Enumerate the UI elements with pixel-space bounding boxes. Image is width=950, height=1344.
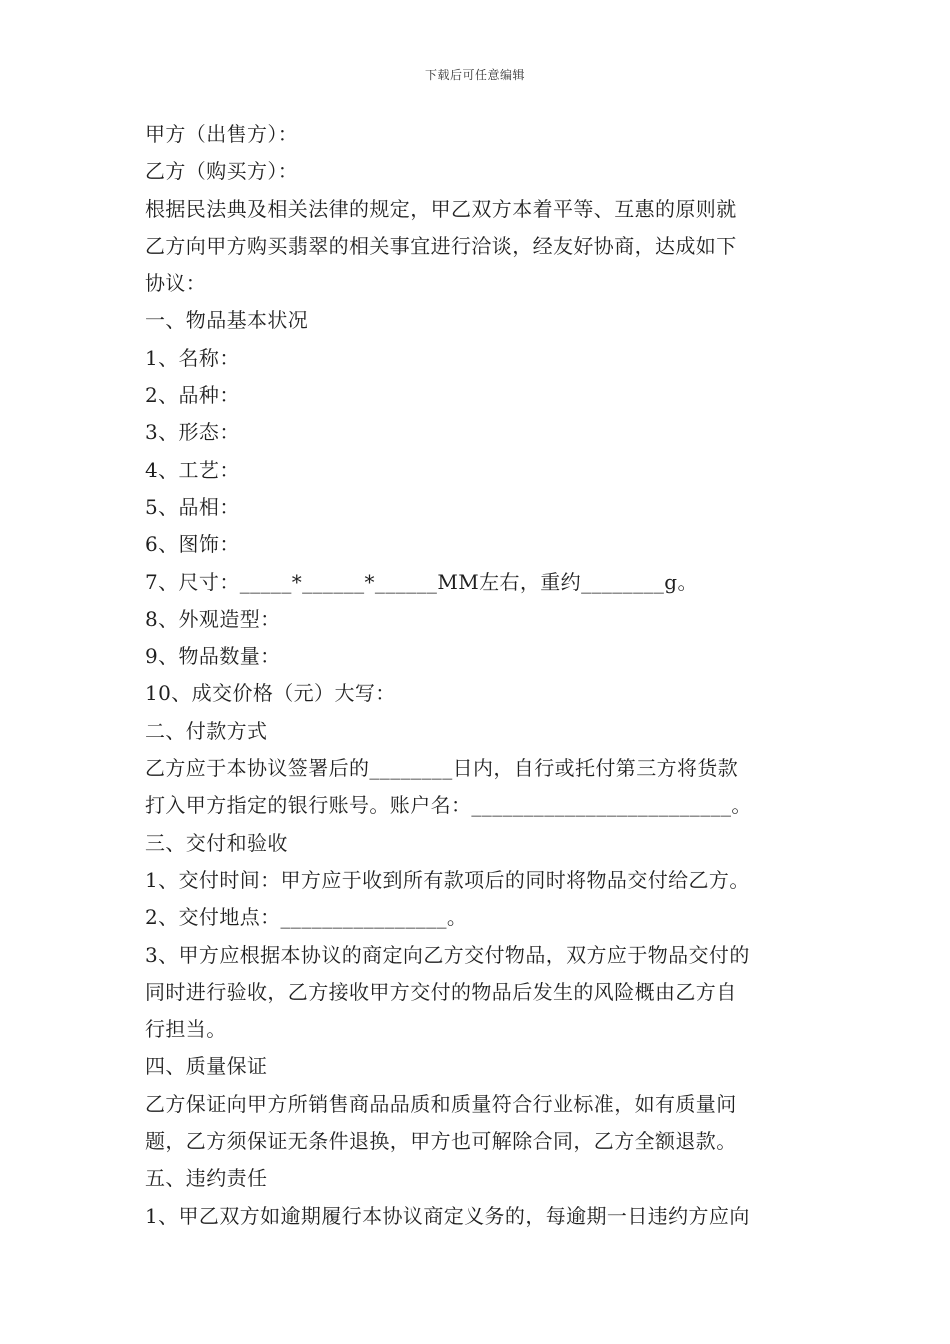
item-quantity: 9、物品数量： — [145, 644, 281, 669]
delivery-place: 2、交付地点：________________。 — [145, 905, 468, 930]
quality-line-2: 题，乙方须保证无条件退换，甲方也可解除合同，乙方全额退款。 — [145, 1129, 737, 1154]
section-3-heading: 三、交付和验收 — [145, 830, 288, 855]
liability-line-1: 1、甲乙双方如逾期履行本协议商定义务的，每逾期一日违约方应向 — [145, 1203, 750, 1228]
payment-line-2: 打入甲方指定的银行账号。账户名：_________________________。 — [145, 793, 752, 818]
item-price: 10、成交价格（元）大写： — [145, 681, 396, 706]
delivery-time: 1、交付时间：甲方应于收到所有款项后的同时将物品交付给乙方。 — [145, 867, 750, 892]
item-size: 7、尺寸：_____*______*______MM左右，重约________g。 — [145, 569, 698, 594]
section-1-heading: 一、物品基本状况 — [145, 308, 309, 333]
item-variety: 2、品种： — [145, 383, 240, 408]
delivery-clause-line-1: 3、甲方应根据本协议的商定向乙方交付物品，双方应于物品交付的 — [145, 942, 750, 967]
preamble-line-1: 根据民法典及相关法律的规定，甲乙双方本着平等、互惠的原则就 — [145, 196, 737, 221]
delivery-clause-line-2: 同时进行验收，乙方接收甲方交付的物品后发生的风险概由乙方自 — [145, 979, 737, 1004]
page-header: 下载后可任意编辑 — [424, 68, 525, 82]
section-5-heading: 五、违约责任 — [145, 1166, 268, 1191]
delivery-clause-line-3: 行担当。 — [145, 1017, 227, 1042]
preamble-line-3: 协议： — [145, 271, 207, 296]
item-shape: 8、外观造型： — [145, 606, 281, 631]
item-name: 1、名称： — [145, 345, 240, 370]
section-2-heading: 二、付款方式 — [145, 718, 268, 743]
item-craft: 4、工艺： — [145, 457, 240, 482]
payment-line-1: 乙方应于本协议签署后的________日内，自行或托付第三方将货款 — [145, 756, 739, 781]
section-4-heading: 四、质量保证 — [145, 1054, 268, 1079]
quality-line-1: 乙方保证向甲方所销售商品品质和质量符合行业标准，如有质量问 — [145, 1091, 737, 1116]
item-appearance-grade: 5、品相： — [145, 494, 240, 519]
party-a-line: 甲方（出售方）： — [145, 122, 299, 146]
document-body — [145, 116, 810, 1235]
item-pattern: 6、图饰： — [145, 532, 240, 557]
item-form: 3、形态： — [145, 420, 240, 445]
preamble-line-2: 乙方向甲方购买翡翠的相关事宜进行洽谈，经友好协商，达成如下 — [145, 233, 737, 258]
party-b-line: 乙方（购买方）： — [145, 159, 299, 184]
